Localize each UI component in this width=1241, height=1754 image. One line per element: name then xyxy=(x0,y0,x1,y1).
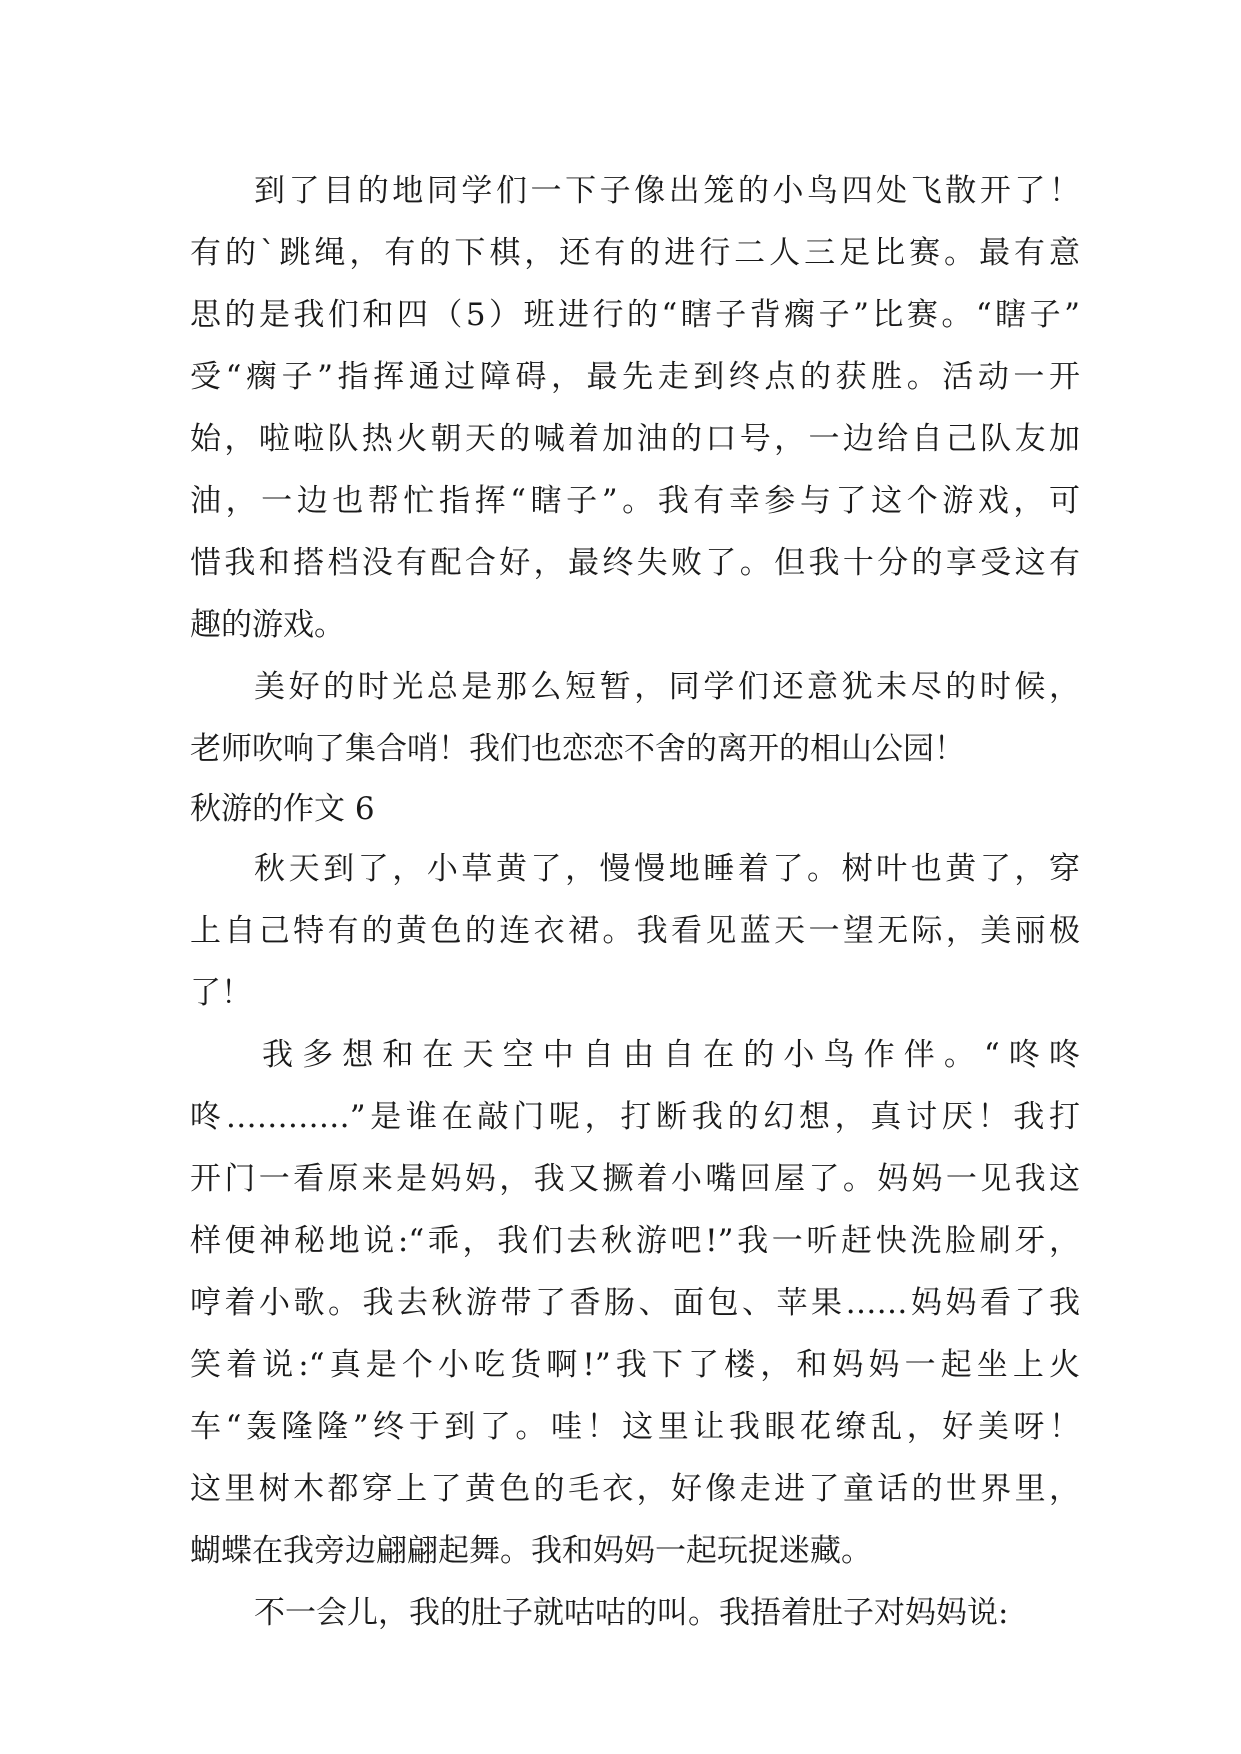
section-title-text: 秋游的作文 6 xyxy=(190,791,375,827)
document-body xyxy=(190,160,1080,1644)
paragraph-line: 受“瘸子”指挥通过障碍，最先走到终点的获胜。活动一开 xyxy=(190,359,1080,395)
paragraph-line: 秋天到了，小草黄了，慢慢地睡着了。树叶也黄了，穿 xyxy=(254,851,1080,887)
paragraph-line: 趣的游戏。 xyxy=(190,607,345,643)
paragraph-line: 这里树木都穿上了黄色的毛衣，好像走进了童话的世界里， xyxy=(190,1471,1080,1507)
paragraph xyxy=(190,656,1080,780)
paragraph-line: 我多想和在天空中自由自在的小鸟作伴。“咚咚 xyxy=(262,1037,1080,1073)
paragraph-line: 了！ xyxy=(190,975,252,1011)
paragraph-line: 哼着小歌。我去秋游带了香肠、面包、苹果……妈妈看了我 xyxy=(190,1285,1080,1321)
paragraph-line: 始，啦啦队热火朝天的喊着加油的口号，一边给自己队友加 xyxy=(190,421,1080,457)
paragraph-line: 惜我和搭档没有配合好，最终失败了。但我十分的享受这有 xyxy=(190,545,1080,581)
section-title xyxy=(190,780,1080,838)
paragraph-line: 车“轰隆隆”终于到了。哇！这里让我眼花缭乱，好美呀！ xyxy=(190,1409,1080,1445)
paragraph-line: 上自己特有的黄色的连衣裙。我看见蓝天一望无际，美丽极 xyxy=(190,913,1080,949)
paragraph-line: 样便神秘地说:“乖，我们去秋游吧!”我一听赶快洗脸刷牙， xyxy=(190,1223,1080,1259)
paragraph xyxy=(190,160,1080,656)
paragraph xyxy=(190,1582,1080,1644)
paragraph-line: 到了目的地同学们一下子像出笼的小鸟四处飞散开了！ xyxy=(254,173,1080,209)
paragraph-line: 美好的时光总是那么短暂，同学们还意犹未尽的时候， xyxy=(254,669,1080,705)
paragraph xyxy=(190,838,1080,1024)
paragraph-line: 老师吹响了集合哨！我们也恋恋不舍的离开的相山公园！ xyxy=(190,731,965,767)
paragraph-line: 蝴蝶在我旁边翩翩起舞。我和妈妈一起玩捉迷藏。 xyxy=(190,1533,872,1569)
paragraph-line: 有的`跳绳，有的下棋，还有的进行二人三足比赛。最有意 xyxy=(190,235,1080,271)
paragraph-line: 咚…………”是谁在敲门呢，打断我的幻想，真讨厌！我打 xyxy=(190,1099,1080,1135)
paragraph-line: 笑着说:“真是个小吃货啊!”我下了楼，和妈妈一起坐上火 xyxy=(190,1347,1080,1383)
paragraph-line: 不一会儿，我的肚子就咕咕的叫。我捂着肚子对妈妈说: xyxy=(254,1595,1009,1631)
paragraph-line: 油，一边也帮忙指挥“瞎子”。我有幸参与了这个游戏，可 xyxy=(190,483,1080,519)
paragraph-line: 思的是我们和四（5）班进行的“瞎子背瘸子”比赛。“瞎子” xyxy=(190,297,1080,333)
paragraph-line: 开门一看原来是妈妈，我又撅着小嘴回屋了。妈妈一见我这 xyxy=(190,1161,1080,1197)
paragraph xyxy=(190,1024,1080,1582)
